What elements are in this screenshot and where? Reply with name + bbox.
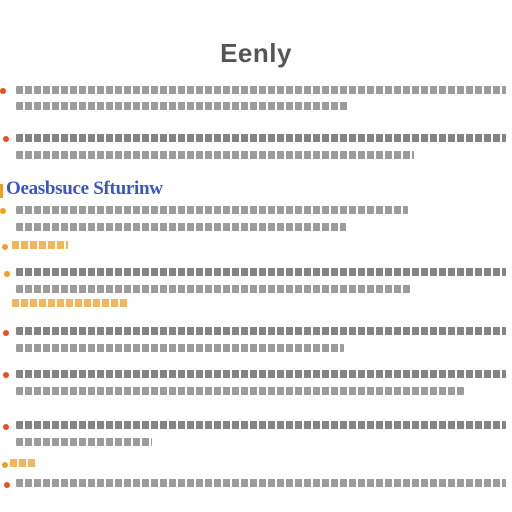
blurred-text-line	[16, 86, 506, 94]
blurred-text-line	[16, 479, 506, 487]
blurred-text-line	[10, 459, 36, 467]
blurred-text-line	[16, 151, 414, 159]
blurred-text-line	[16, 370, 506, 378]
blurred-text-line	[16, 268, 506, 276]
list-bullet	[2, 462, 8, 468]
blurred-text-line	[12, 299, 128, 307]
list-bullet	[3, 136, 9, 142]
heading-accent-mark	[0, 184, 3, 198]
blurred-text-line	[16, 421, 506, 429]
list-bullet	[3, 424, 9, 430]
blurred-text-line	[12, 241, 68, 249]
blurred-text-line	[16, 102, 348, 110]
blurred-text-line	[16, 387, 464, 395]
list-bullet	[0, 88, 6, 94]
blurred-text-line	[16, 344, 344, 352]
section-heading: Oeasbsuce Sfturinw	[6, 178, 163, 199]
blurred-text-line	[16, 223, 346, 231]
list-bullet	[2, 244, 8, 250]
blurred-text-line	[16, 285, 411, 293]
document-title: Eenly	[220, 38, 292, 68]
blurred-text-line	[16, 134, 506, 142]
blurred-text-line	[16, 438, 152, 446]
list-bullet	[4, 482, 10, 488]
blurred-text-line	[16, 206, 408, 214]
blurred-text-line	[16, 327, 506, 335]
list-bullet	[3, 330, 9, 336]
list-bullet	[3, 372, 9, 378]
list-bullet	[4, 271, 10, 277]
list-bullet	[0, 208, 6, 214]
